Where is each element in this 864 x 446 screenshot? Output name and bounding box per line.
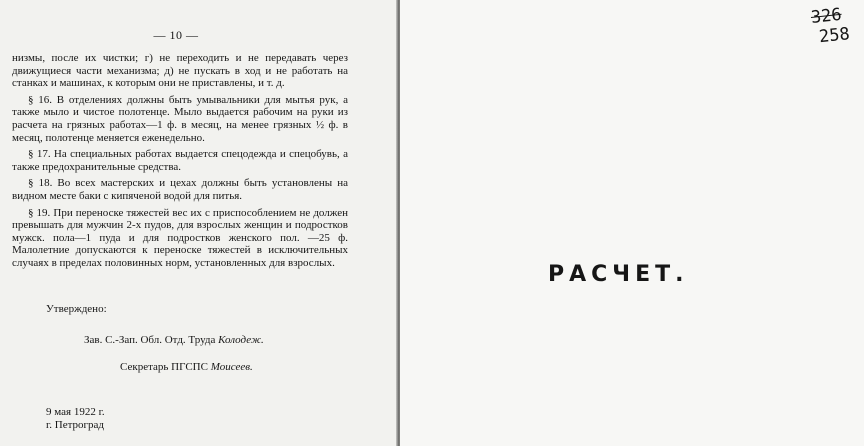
date-text: 9 мая 1922 г. [46, 406, 105, 418]
date-block [46, 406, 105, 432]
paragraph-section-17: § 17. На специальных работах выдается спецодежда и спецобувь, а также предохранительные средства. [12, 148, 348, 173]
signature-2-title: Секретарь ПГСПС [120, 361, 208, 373]
archive-number-struck: 326 [810, 4, 843, 28]
left-page [0, 0, 398, 446]
page-number: — 10 — [153, 28, 199, 42]
approved-label: Утверждено: [46, 303, 107, 315]
signature-2-name: Моисеев. [210, 361, 253, 373]
place-text: г. Петроград [46, 419, 105, 431]
paragraph-section-19: § 19. При переноске тяжестей вес их с приспособлением не должен превышать для мужчин 2-х пудов, для взрослых женщин и подростков мужск. пола—1 пуда и для подростков женского пол. —25 ф. Малолетние допускаются к переноске тяжестей в исключительных случаях в пределах половинных норм, установленных для взрослых. [12, 206, 348, 269]
archive-number-current: 258 [818, 24, 851, 48]
archive-number [810, 4, 851, 48]
body-text [12, 52, 348, 274]
paragraph-section-18: § 18. Во всех мастерских и цехах должны быть установлены на видном месте баки с кипяченой водой для питья. [12, 177, 348, 202]
signature-line-2 [120, 361, 253, 373]
page-heading: РАСЧЕТ. [548, 262, 689, 287]
paragraph-section-16: § 16. В отделениях должны быть умывальники для мытья рук, а также мыло и чистое полотенце. Мыло выдается рабочим на руки из расчета на грязных работах—1 ф. в месяц, на менее грязных ½ ф. в месяц, полотенце меняется еженедельно. [12, 93, 348, 144]
paragraph-continuation: низмы, после их чистки; г) не переходить и не передавать через движущиеся части механизма; д) не пускать в ход и не работать на станках и машинах, к которым они не приставлены, и т. д. [12, 52, 348, 90]
signature-1-title: Зав. С.-Зап. Обл. Отд. Труда [84, 334, 216, 346]
signature-1-name: Колодеж. [218, 334, 264, 346]
right-page [400, 0, 864, 446]
signature-line-1 [84, 334, 264, 346]
